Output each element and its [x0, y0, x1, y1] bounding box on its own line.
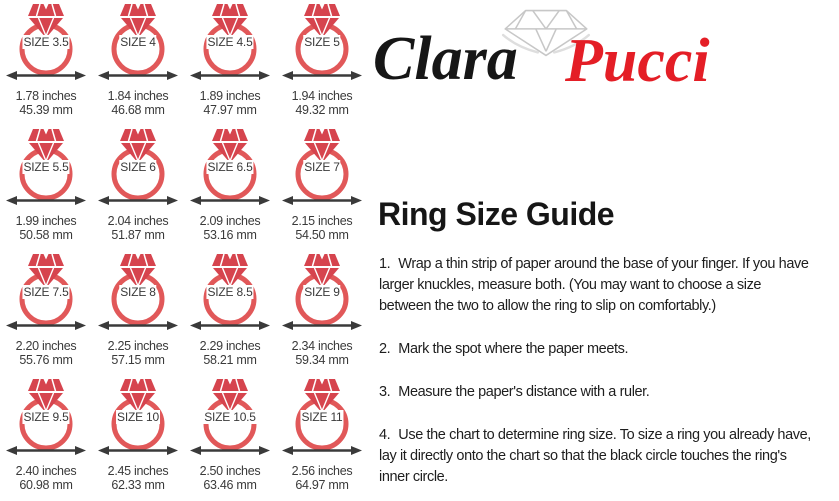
measurement-mm: 58.21 mm	[203, 352, 257, 367]
step-number: 4.	[379, 427, 391, 443]
ring-measurements	[184, 90, 276, 117]
ring-diagram	[92, 127, 184, 207]
measurement-mm: 47.97 mm	[203, 102, 257, 117]
ring-size-label: SIZE 6.5	[207, 160, 253, 174]
measurement-inches: 2.09 inches	[199, 214, 261, 228]
ring-diagram	[184, 252, 276, 332]
ring-diagram	[184, 377, 276, 457]
ring-diagram	[92, 252, 184, 332]
ring-diagram	[184, 127, 276, 207]
measurement-mm: 53.16 mm	[203, 227, 257, 242]
measurement-inches: 1.99 inches	[15, 214, 77, 228]
ring-size-label: SIZE 4.5	[207, 35, 253, 49]
ring-diagram	[0, 127, 92, 207]
ring-measurements	[276, 465, 368, 492]
measurement-inches: 2.25 inches	[107, 339, 169, 353]
measurement-mm: 49.32 mm	[295, 102, 349, 117]
instruction-step-1	[379, 254, 813, 317]
step-text: Use the chart to determine ring size. To size a ring you already have, lay it directly onto the chart so that the black circle touches the ring's inner circle.	[379, 427, 811, 485]
ring-measurements	[0, 90, 92, 117]
measurement-mm: 46.68 mm	[111, 102, 165, 117]
brand-name-first: Clara	[373, 25, 518, 93]
ring-size-cell	[0, 250, 92, 375]
ring-measurements	[0, 215, 92, 242]
measurement-mm: 62.33 mm	[111, 477, 165, 492]
instruction-step-3	[379, 382, 813, 403]
ring-size-label: SIZE 4	[120, 35, 156, 49]
step-text: Mark the spot where the paper meets.	[398, 341, 629, 357]
ring-diagram	[276, 2, 368, 82]
ring-size-label: SIZE 10.5	[204, 410, 256, 424]
step-number: 1.	[379, 256, 391, 272]
measurement-mm: 59.34 mm	[295, 352, 349, 367]
ring-size-cell	[184, 0, 276, 125]
ring-diagram	[0, 377, 92, 457]
ring-size-label: SIZE 9	[304, 285, 340, 299]
ring-size-label: SIZE 5.5	[23, 160, 69, 174]
ring-size-cell	[276, 0, 368, 125]
ring-measurements	[276, 215, 368, 242]
ring-size-label: SIZE 10	[117, 410, 159, 424]
ring-measurements	[276, 340, 368, 367]
ring-diagram	[276, 127, 368, 207]
ring-size-cell	[92, 0, 184, 125]
measurement-inches: 1.78 inches	[15, 89, 77, 103]
measurement-mm: 51.87 mm	[111, 227, 165, 242]
ring-size-cell	[92, 250, 184, 375]
measurement-inches: 2.20 inches	[15, 339, 77, 353]
step-number: 3.	[379, 384, 391, 400]
ring-measurements	[92, 215, 184, 242]
ring-measurements	[92, 465, 184, 492]
ring-size-label: SIZE 7	[304, 160, 340, 174]
ring-size-cell	[0, 0, 92, 125]
measurement-mm: 50.58 mm	[19, 227, 73, 242]
ring-size-label: SIZE 8	[120, 285, 156, 299]
ring-diagram	[276, 252, 368, 332]
measurement-inches: 2.15 inches	[291, 214, 353, 228]
ring-measurements	[184, 465, 276, 492]
measurement-mm: 63.46 mm	[203, 477, 257, 492]
measurement-inches: 1.84 inches	[107, 89, 169, 103]
measurement-mm: 64.97 mm	[295, 477, 349, 492]
ring-diagram	[92, 2, 184, 82]
ring-diagram	[0, 2, 92, 82]
step-number: 2.	[379, 341, 391, 357]
measurement-mm: 45.39 mm	[19, 102, 73, 117]
ring-measurements	[276, 90, 368, 117]
ring-size-cell	[276, 375, 368, 500]
measurement-mm: 54.50 mm	[295, 227, 349, 242]
measurement-mm: 57.15 mm	[111, 352, 165, 367]
ring-diagram	[184, 2, 276, 82]
ring-size-cell	[0, 125, 92, 250]
ring-diagram	[0, 252, 92, 332]
ring-size-label: SIZE 3.5	[23, 35, 69, 49]
measurement-inches: 2.40 inches	[15, 464, 77, 478]
ring-size-chart	[0, 0, 368, 500]
step-text: Wrap a thin strip of paper around the base of your finger. If you have larger knuckles, measure both. (You may want to choose a size between the two to allow the ring to slip on comfortably.)	[379, 256, 809, 314]
measurement-inches: 2.50 inches	[199, 464, 261, 478]
ring-size-cell	[184, 250, 276, 375]
brand-logo	[373, 0, 793, 118]
measurement-inches: 2.34 inches	[291, 339, 353, 353]
measurement-inches: 2.45 inches	[107, 464, 169, 478]
ring-size-label: SIZE 6	[120, 160, 156, 174]
ring-size-cell	[92, 125, 184, 250]
ring-measurements	[92, 90, 184, 117]
ring-size-cell	[276, 125, 368, 250]
ring-size-label: SIZE 5	[304, 35, 340, 49]
ring-measurements	[0, 465, 92, 492]
ring-diagram	[92, 377, 184, 457]
measurement-mm: 60.98 mm	[19, 477, 73, 492]
instruction-step-4	[379, 425, 813, 488]
ring-diagram	[276, 377, 368, 457]
measurement-inches: 2.29 inches	[199, 339, 261, 353]
ring-size-label: SIZE 7.5	[23, 285, 69, 299]
measurement-mm: 55.76 mm	[19, 352, 73, 367]
ring-size-cell	[184, 125, 276, 250]
step-text: Measure the paper's distance with a ruler.	[398, 384, 650, 400]
ring-size-cell	[276, 250, 368, 375]
measurement-inches: 1.94 inches	[291, 89, 353, 103]
brand-name-second: Pucci	[565, 27, 710, 95]
ring-size-cell	[184, 375, 276, 500]
ring-measurements	[184, 340, 276, 367]
instruction-step-2	[379, 339, 813, 360]
ring-measurements	[184, 215, 276, 242]
ring-size-cell	[0, 375, 92, 500]
page-title: Ring Size Guide	[378, 196, 615, 232]
ring-measurements	[92, 340, 184, 367]
ring-size-label: SIZE 11	[301, 410, 343, 424]
ring-size-label: SIZE 8.5	[207, 285, 253, 299]
ring-measurements	[0, 340, 92, 367]
measurement-inches: 1.89 inches	[199, 89, 261, 103]
instructions-list	[379, 254, 813, 501]
measurement-inches: 2.56 inches	[291, 464, 353, 478]
measurement-inches: 2.04 inches	[107, 214, 169, 228]
ring-size-label: SIZE 9.5	[23, 410, 69, 424]
ring-size-cell	[92, 375, 184, 500]
